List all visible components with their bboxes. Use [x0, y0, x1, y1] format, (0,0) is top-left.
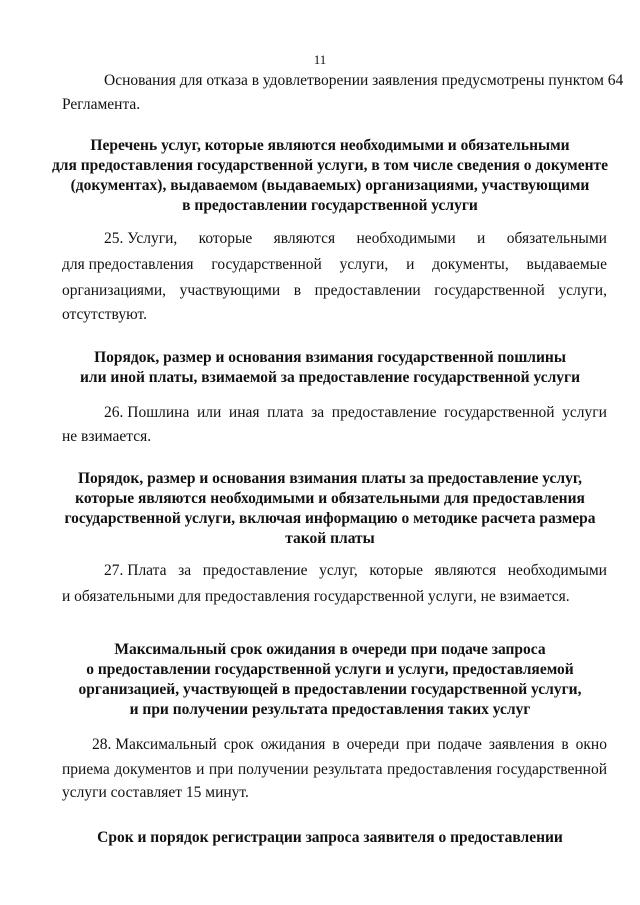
- paragraph-28-line-2: приема документов и при получении результата предоставления государственной: [62, 761, 607, 778]
- paragraph-25-line-4: отсутствуют.: [62, 306, 147, 323]
- heading-max-queue-time: Максимальный срок ожидания в очереди при подаче запроса о предоставлении государственной услуги и услуги, предоставляемой организацией, участвующей в предоставлении государственной услуги, и при получении результата предоставления таких услуг: [78, 641, 582, 718]
- paragraph-27-line-2: и обязательными для предоставления государственной услуги, не взимается.: [62, 588, 570, 605]
- paragraph-26-line-2: не взимается.: [62, 428, 152, 445]
- paragraph-28-line-1: 28. Максимальный срок ожидания в очереди при подаче заявления в окно: [92, 736, 607, 753]
- paragraph-refusal-line-1: Основания для отказа в удовлетворении заявления предусмотрены пунктом 64: [104, 72, 624, 89]
- heading-required-services: Перечень услуг, которые являются необходимыми и обязательными для предоставления государственной услуги, в том числе сведения о документе (документах), выдаваемом (выдаваемых) организациями, участвующими в предоставлении государственной услуги: [51, 137, 609, 214]
- paragraph-28-line-3: услуги составляет 15 минут.: [62, 784, 249, 801]
- paragraph-25-line-3: организациями, участвующими в предоставлении государственной услуги,: [62, 282, 607, 299]
- paragraph-25-line-1: 25. Услуги, которые являются необходимыми и обязательными: [104, 230, 607, 247]
- paragraph-refusal-line-2: Регламента.: [62, 96, 141, 113]
- heading-state-duty: Порядок, размер и основания взимания государственной пошлины или иной платы, взимаемой за предоставление государственной услуги: [79, 349, 581, 386]
- paragraph-25-line-2: для предоставления государственной услуги, и документы, выдаваемые: [62, 256, 607, 273]
- paragraph-27-line-1: 27. Плата за предоставление услуг, которые являются необходимыми: [104, 562, 607, 579]
- heading-request-registration: Срок и порядок регистрации запроса заявителя о предоставлении: [97, 829, 563, 846]
- heading-fee-for-services: Порядок, размер и основания взимания платы за предоставление услуг, которые являются необходимыми и обязательными для предоставления государственной услуги, включая информацию о методике расчета размера такой платы: [64, 470, 596, 547]
- page-number: 11: [313, 52, 327, 67]
- paragraph-26-line-1: 26. Пошлина или иная плата за предоставление государственной услуги: [104, 404, 607, 421]
